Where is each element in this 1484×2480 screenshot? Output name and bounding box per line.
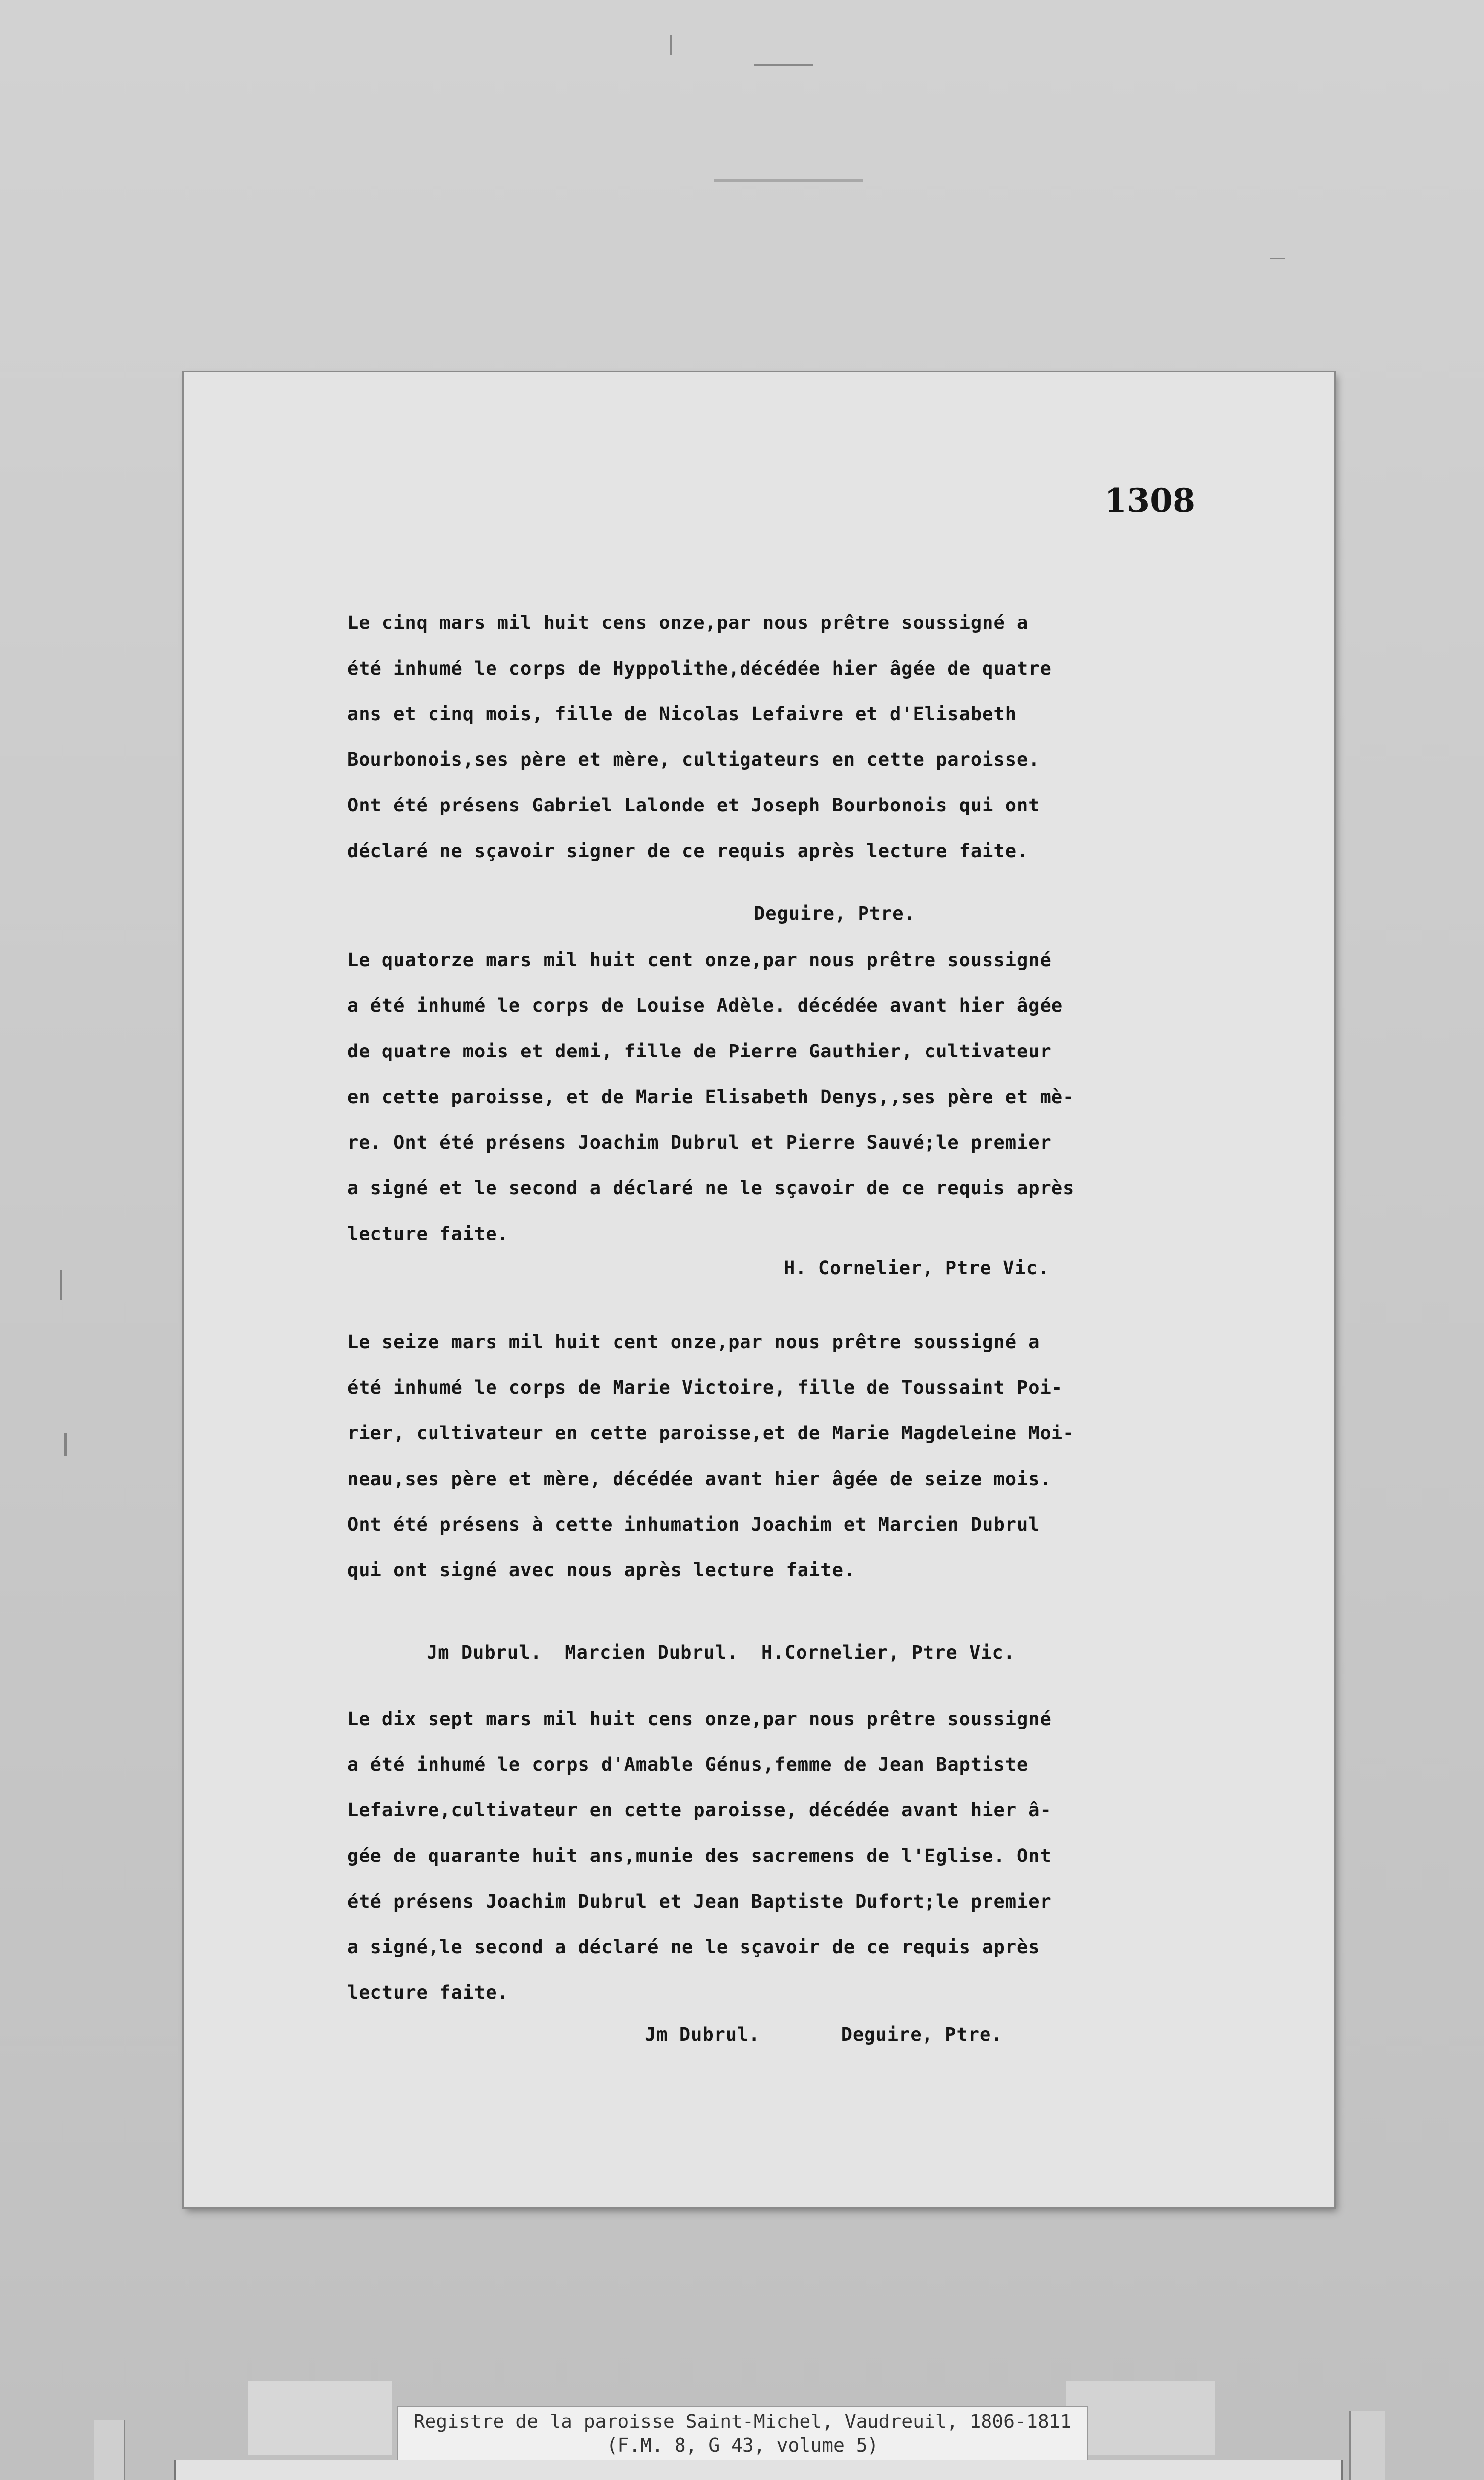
entry-line: re. Ont été présens Joachim Dubrul et Pierre Sauvé;le premier [347,1132,1051,1153]
entry-line: a été inhumé le corps de Louise Adèle. décédée avant hier âgée [347,995,1063,1016]
signature-1: Deguire, Ptre. [754,903,916,924]
register-label-reference: (F.M. 8, G 43, volume 5) [606,2434,879,2456]
entry-line: lecture faite. [347,1223,509,1244]
signature-4: Jm Dubrul. Deguire, Ptre. [645,2024,1003,2045]
entry-line: a signé,le second a déclaré ne le sçavoir de ce requis après [347,1936,1040,1958]
film-scratch [64,1433,67,1456]
entry-line: été inhumé le corps de Hyppolithe,décédée hier âgée de quatre [347,658,1051,679]
register-label [397,2406,1088,2462]
entry-line: en cette paroisse, et de Marie Elisabeth Denys,,ses père et mè- [347,1086,1075,1108]
tape-strip [248,2381,392,2455]
entry-line: a signé et le second a déclaré ne le sçavoir de ce requis après [347,1178,1075,1199]
entry-line: été inhumé le corps de Marie Victoire, fille de Toussaint Poi- [347,1377,1063,1398]
entry-line: lecture faite. [347,1982,509,2003]
entry-line: neau,ses père et mère, décédée avant hier âgée de seize mois. [347,1468,1051,1489]
burial-entry-3 [347,1319,1270,1593]
burial-entry-1 [347,600,1270,874]
signature-3: Jm Dubrul. Marcien Dubrul. H.Cornelier, Ptre Vic. [427,1642,1016,1663]
entry-line: ans et cinq mois, fille de Nicolas Lefaivre et d'Elisabeth [347,703,1017,725]
entry-line: Le dix sept mars mil huit cens onze,par nous prêtre soussigné [347,1708,1051,1730]
entry-line: été présens Joachim Dubrul et Jean Baptiste Dufort;le premier [347,1891,1051,1912]
entry-line: Le quatorze mars mil huit cent onze,par nous prêtre soussigné [347,949,1051,971]
entry-line: Lefaivre,cultivateur en cette paroisse, décédée avant hier â- [347,1799,1051,1821]
entry-line: Le seize mars mil huit cent onze,par nous prêtre soussigné a [347,1331,1040,1353]
mount-edge [94,2420,125,2480]
mount-edge [1349,2411,1385,2480]
tape-strip [1066,2381,1215,2455]
entry-line: rier, cultivateur en cette paroisse,et de Marie Magdeleine Moi- [347,1423,1075,1444]
register-page [184,372,1334,2207]
burial-entry-4 [347,1696,1270,2016]
film-scratch [754,64,813,66]
signature-2: H. Cornelier, Ptre Vic. [784,1257,1050,1279]
entry-line: a été inhumé le corps d'Amable Génus,femme de Jean Baptiste [347,1754,1029,1775]
film-scratch [670,35,672,55]
register-label-line: Registre de la paroisse Saint-Michel, Vaudreuil, 1806-1811 [413,2411,1072,2432]
entry-line: déclaré ne sçavoir signer de ce requis après lecture faite. [347,840,1029,862]
entry-line: Bourbonois,ses père et mère, cultigateurs en cette paroisse. [347,749,1040,770]
archives-stamp [174,2460,1343,2480]
burial-entry-2 [347,937,1270,1257]
entry-line: Ont été présens Gabriel Lalonde et Joseph Bourbonois qui ont [347,795,1040,816]
film-scratch [714,179,863,182]
entry-line: Le cinq mars mil huit cens onze,par nous prêtre soussigné a [347,612,1029,633]
entry-line: qui ont signé avec nous après lecture faite. [347,1559,856,1581]
film-scratch [1270,258,1285,259]
entry-line: Ont été présens à cette inhumation Joachim et Marcien Dubrul [347,1514,1040,1535]
film-scratch [60,1270,62,1300]
entry-line: de quatre mois et demi, fille de Pierre Gauthier, cultivateur [347,1041,1051,1062]
page-number: 1308 [1104,481,1195,520]
entry-line: gée de quarante huit ans,munie des sacremens de l'Eglise. Ont [347,1845,1051,1866]
